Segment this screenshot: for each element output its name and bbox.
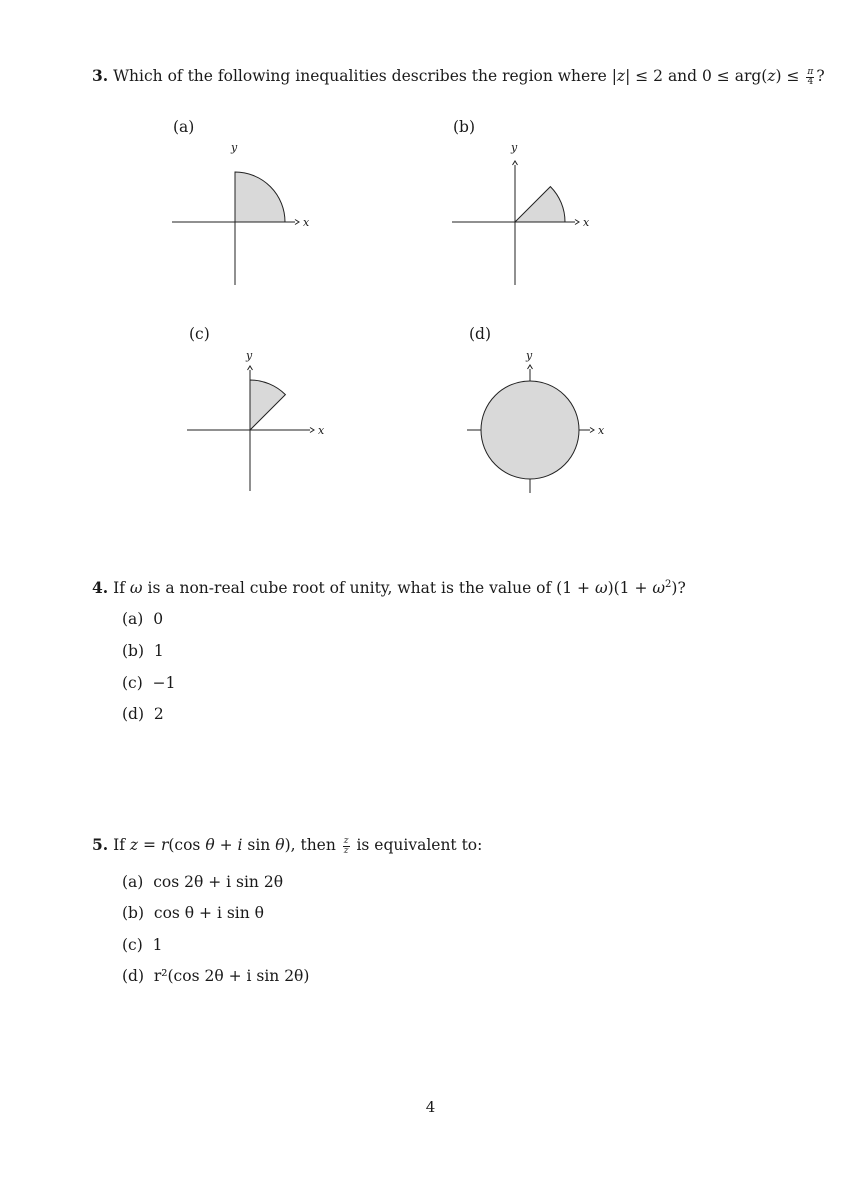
q4-text-b: is a non-real cube root of unity, what is the value of (1 + — [142, 579, 595, 597]
y-axis-label: y — [231, 141, 238, 154]
q4-option-d — [122, 705, 164, 723]
option-label: (a) — [122, 610, 144, 628]
q5-var-r: r — [160, 836, 169, 854]
q5-close: ), then — [284, 836, 341, 854]
y-axis-arrow-icon — [513, 161, 518, 165]
option-label: (c) — [122, 936, 143, 954]
x-axis-label: x — [598, 424, 605, 437]
panel-a-label: (a) — [173, 118, 195, 136]
region-a — [235, 172, 285, 222]
q4-text-d: )? — [671, 579, 686, 597]
option-label: (b) — [122, 904, 145, 922]
option-label: (d) — [122, 705, 145, 723]
panel-b-label: (b) — [453, 118, 476, 136]
figure-b — [445, 135, 605, 295]
q5-theta: θ — [205, 836, 215, 854]
x-axis-label: x — [318, 424, 325, 437]
panel-d-label: (d) — [469, 325, 492, 343]
q5-i: i — [237, 836, 243, 854]
question-3-stem — [92, 66, 825, 87]
q4-omega: ω — [129, 579, 143, 597]
x-axis-arrow-icon — [295, 220, 299, 225]
q3-fraction — [806, 68, 814, 87]
q4-option-c — [122, 674, 176, 692]
q3-frac-num: π — [807, 66, 814, 77]
q5-text-end: is equivalent to: — [351, 836, 483, 854]
q5-option-d — [122, 967, 309, 985]
option-label: (a) — [122, 873, 144, 891]
q5-frac-num: z — [343, 835, 349, 846]
option-text: r²(cos 2θ + i sin 2θ) — [153, 967, 310, 985]
q5-plus: + — [214, 836, 238, 854]
q4-text-a: If — [113, 579, 130, 597]
q5-frac-den: z̄ — [343, 845, 349, 856]
region-b — [515, 187, 565, 222]
q3-var-z: z — [616, 67, 626, 85]
q5-theta2: θ — [275, 836, 285, 854]
q5-text-a: If — [113, 836, 130, 854]
q3-frac-den: 4 — [807, 76, 814, 87]
option-text: 1 — [153, 642, 164, 660]
option-text: cos θ + i sin θ — [153, 904, 264, 922]
q5-var-z: z — [129, 836, 139, 854]
q4-superscript: 2 — [665, 578, 672, 590]
y-axis-arrow-icon — [528, 365, 533, 369]
question-number: 5. — [92, 835, 109, 854]
figure-d — [460, 343, 620, 503]
q3-text-end: ? — [816, 67, 825, 85]
option-label: (c) — [122, 674, 143, 692]
figure-c — [180, 343, 340, 503]
x-axis-arrow-icon — [310, 428, 314, 433]
q4-option-a — [122, 610, 163, 628]
q3-text-b: | ≤ 2 and 0 ≤ arg( — [625, 67, 768, 85]
x-axis-arrow-icon — [590, 428, 594, 433]
y-axis-arrow-icon — [248, 366, 253, 370]
q3-var-z2: z — [767, 67, 776, 85]
q4-omega2: ω — [594, 579, 608, 597]
panel-c-label: (c) — [189, 325, 210, 343]
q3-text-c: ) ≤ — [775, 67, 805, 85]
q4-option-b — [122, 642, 164, 660]
question-4-stem — [92, 578, 686, 597]
option-text: cos 2θ + i sin 2θ — [153, 873, 284, 891]
x-axis-label: x — [303, 216, 310, 229]
q5-option-b — [122, 904, 264, 922]
q5-fraction — [343, 837, 350, 856]
y-axis-label: y — [246, 349, 253, 362]
question-number: 3. — [92, 66, 109, 85]
y-axis-label: y — [511, 141, 518, 154]
figure-a — [165, 135, 325, 295]
option-label: (d) — [122, 967, 145, 985]
region-c — [250, 380, 285, 430]
region-d — [481, 381, 579, 479]
question-number: 4. — [92, 578, 109, 597]
option-text: 2 — [153, 705, 164, 723]
q4-omega3: ω — [652, 579, 666, 597]
q5-option-c — [122, 936, 163, 954]
x-axis-arrow-icon — [575, 220, 579, 225]
option-text: −1 — [152, 674, 176, 692]
q5-sin: sin — [242, 836, 276, 854]
question-5-stem — [92, 835, 482, 856]
q4-text-c: )(1 + — [607, 579, 653, 597]
page-number: 4 — [425, 1098, 436, 1116]
q5-paren: (cos — [168, 836, 206, 854]
q5-option-a — [122, 873, 283, 891]
q3-text-a: Which of the following inequalities describes the region where | — [113, 67, 617, 85]
q5-eq: = — [138, 836, 161, 854]
option-label: (b) — [122, 642, 145, 660]
y-axis-label: y — [526, 349, 533, 362]
option-text: 0 — [153, 610, 164, 628]
x-axis-label: x — [583, 216, 590, 229]
option-text: 1 — [152, 936, 163, 954]
